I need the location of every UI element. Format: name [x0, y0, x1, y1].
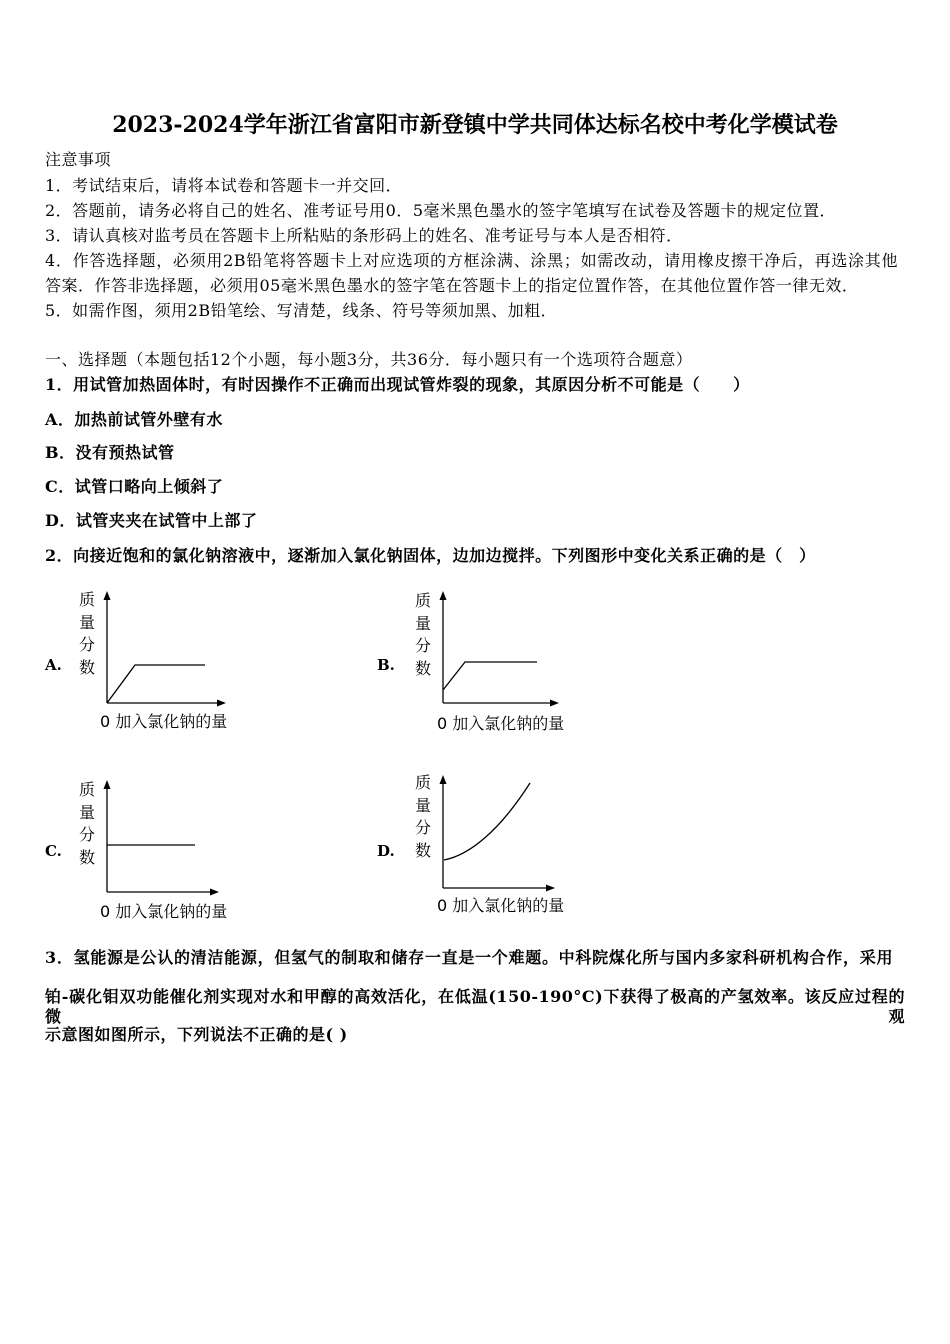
q3-stem-line-3: 示意图如图所示，下列说法不正确的是( ): [45, 1025, 348, 1044]
graph-c: [100, 776, 225, 898]
graph-d-x-label: 0 加入氯化钠的量: [437, 896, 565, 915]
graph-c-y-label: 质量分数: [78, 780, 95, 867]
q3-stem-line-1: 3．氢能源是公认的清洁能源，但氢气的制取和储存一直是一个难题。中科院煤化所与国内多家科研机构合作，采用: [45, 948, 893, 967]
graph-d-letter: D.: [377, 842, 395, 860]
q1-option-c: C．试管口略向上倾斜了: [45, 477, 224, 496]
graph-d: [436, 772, 561, 894]
graph-a-curve: [107, 665, 205, 703]
graph-c-x-arrow: [210, 889, 219, 896]
graph-d-curve: [444, 783, 530, 860]
q2-stem: 2．向接近饱和的氯化钠溶液中，逐渐加入氯化钠固体，边加边搅拌。下列图形中变化关系正确的是（ ）: [45, 546, 816, 565]
graph-a-x-arrow: [217, 700, 226, 707]
q1-option-a: A．加热前试管外壁有水: [45, 410, 223, 429]
q1-option-b: B．没有预热试管: [45, 443, 175, 462]
notice-item-4-line-1: 4．作答选择题，必须用2B铅笔将答题卡上对应选项的方框涂满、涂黑；如需改动，请用橡皮擦干净后，再选涂其他: [45, 251, 898, 270]
notice-item-4-line-2: 答案．作答非选择题，必须用05毫米黑色墨水的签字笔在答题卡上的指定位置作答，在其他位置作答一律无效．: [45, 276, 859, 295]
notice-heading: 注意事项: [45, 150, 112, 169]
notice-item-2: 2．答题前，请务必将自己的姓名、准考证号用0．5毫米黑色墨水的签字笔填写在试卷及答题卡的规定位置．: [45, 201, 837, 220]
graph-b-letter: B.: [377, 656, 395, 674]
graph-d-x-arrow: [546, 885, 555, 892]
graph-a: [100, 588, 230, 710]
graph-d-y-label: 质量分数: [414, 773, 431, 860]
graph-b-x-arrow: [550, 700, 559, 707]
graph-b-y-label: 质量分数: [414, 591, 431, 678]
section-heading: 一、选择题（本题包括12个小题，每小题3分，共36分．每小题只有一个选项符合题意）: [45, 350, 693, 369]
graph-b-y-arrow: [440, 591, 447, 600]
graph-c-y-arrow: [104, 780, 111, 789]
exam-title: 2023-2024学年浙江省富阳市新登镇中学共同体达标名校中考化学模试卷: [112, 112, 838, 138]
notice-item-5: 5．如需作图，须用2B铅笔绘、写清楚，线条、符号等须加黑、加粗．: [45, 301, 558, 320]
graph-a-y-arrow: [104, 591, 111, 600]
notice-item-1: 1．考试结束后，请将本试卷和答题卡一并交回．: [45, 176, 403, 195]
graph-b-curve: [443, 662, 537, 690]
q3-stem-line-2: 铂-碳化钼双功能催化剂实现对水和甲醇的高效活化，在低温(150-190°C)下获得了极高的产氢效率。该反应过程的微观: [45, 987, 905, 1026]
graph-a-x-label: 0 加入氯化钠的量: [100, 712, 228, 731]
graph-c-x-label: 0 加入氯化钠的量: [100, 902, 228, 921]
q1-stem: 1．用试管加热固体时，有时因操作不正确而出现试管炸裂的现象，其原因分析不可能是（ ）: [45, 375, 750, 394]
graph-c-letter: C.: [45, 842, 62, 860]
graph-a-y-label: 质量分数: [78, 590, 95, 677]
graph-d-y-arrow: [440, 775, 447, 784]
graph-b-x-label: 0 加入氯化钠的量: [437, 714, 565, 733]
q1-option-d: D．试管夹夹在试管中上部了: [45, 511, 258, 530]
notice-item-3: 3．请认真核对监考员在答题卡上所粘贴的条形码上的姓名、准考证号与本人是否相符．: [45, 226, 683, 245]
graph-a-letter: A.: [45, 656, 62, 674]
graph-b: [436, 587, 566, 709]
